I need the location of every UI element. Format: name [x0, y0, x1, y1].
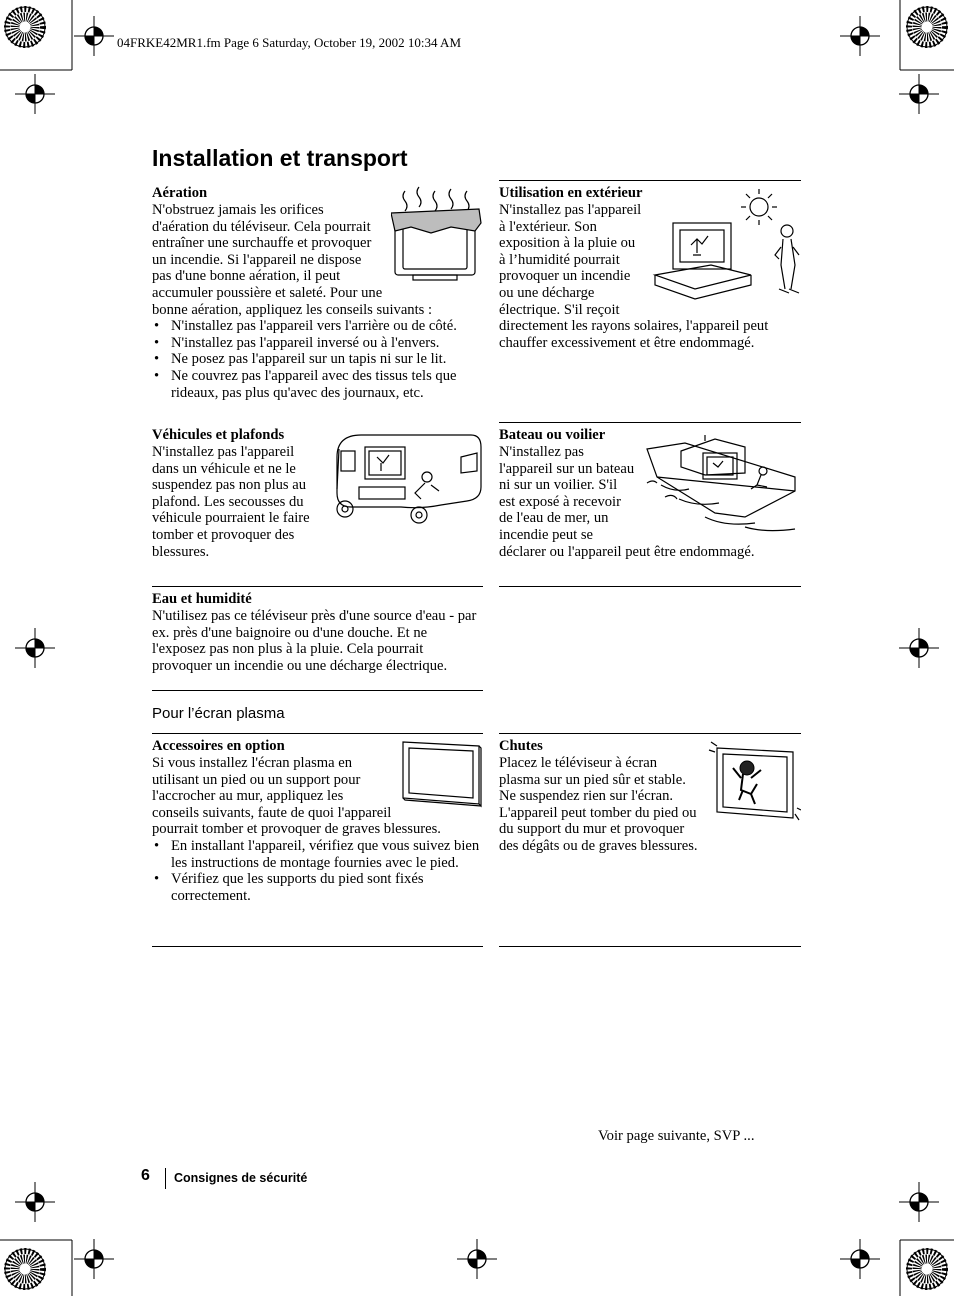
file-header: 04FRKE42MR1.fm Page 6 Saturday, October 19, 2002 10:34 AM — [117, 35, 461, 50]
rule-bottom-right — [499, 946, 801, 947]
rule-plasma-left — [152, 733, 483, 734]
boat-illustration — [645, 427, 801, 535]
list-item: • N'installez pas l'appareil inversé ou à l'envers. — [152, 335, 483, 352]
hanging-child-tv-illustration — [707, 738, 801, 824]
plasma-tv-illustration — [401, 738, 483, 810]
section-chutes — [499, 738, 801, 855]
next-page-note: Voir page suivante, SVP ... — [598, 1128, 755, 1144]
list-item: • Vérifiez que les supports du pied sont fixés correctement. — [152, 871, 483, 904]
rule-row1-right — [499, 422, 801, 423]
exterieur-body: N'installez pas l'appareil à l'extérieur. Son exposition à la pluie ou à l’humidité pourrait provoquer un incendie ou une décharge électrique. S'il reçoit directement les rayons solaires, l'appareil peut chauffer excessivement et être endommagé. — [499, 202, 769, 351]
list-item: • Ne couvrez pas l'appareil avec des tissus tels que rideaux, pas plus qu'avec des journaux, etc. — [152, 368, 483, 401]
list-item: • En installant l'appareil, vérifiez que vous suivez bien les instructions de montage fournies avec le pied. — [152, 838, 483, 871]
aeration-list — [152, 318, 483, 401]
page-number: 6 — [141, 1167, 150, 1184]
eau-title: Eau et humidité — [152, 591, 252, 607]
page-title: Installation et transport — [152, 145, 408, 171]
accessoires-body: Si vous installez l'écran plasma en utilisant un pied ou un support pour l'accrocher au mur, appliquez les conseils suivants, faute de quoi l'appareil pourrait tomber et provoquer de graves blessures. — [152, 755, 441, 838]
chutes-body: Placez le téléviseur à écran plasma sur un pied sûr et stable. Ne suspendez rien sur l'écran. L'appareil peut tomber du pied ou du support du mur et provoquer des dégâts ou de graves blessures. — [499, 755, 698, 854]
section-accessoires — [152, 738, 483, 904]
aeration-body: N'obstruez jamais les orifices d'aération du téléviseur. Cela pourrait entraîner une surchauffe et provoquer un incendie. Si l'appareil ne dispose pas d'une bonne aération, il peut accumuler poussière et saleté. Pour une bonne aération, appliquez les conseils suivants : — [152, 202, 433, 318]
rule-bottom-left — [152, 946, 483, 947]
section-exterieur — [499, 185, 801, 351]
accessoires-title: Accessoires en option — [152, 738, 285, 754]
chutes-title: Chutes — [499, 738, 543, 754]
outdoor-tv-illustration — [651, 185, 801, 303]
plasma-section-heading: Pour l’écran plasma — [152, 705, 285, 722]
rule-top-right — [499, 180, 801, 181]
bateau-body: N'installez pas l'appareil sur un bateau ni sur un voilier. S'il est exposé à recevoir de l'eau de mer, un incendie peut se déclarer ou l'appareil peut être endommagé. — [499, 444, 755, 560]
footer-section-name: Consignes de sécurité — [174, 1171, 308, 1185]
vehicules-title: Véhicules et plafonds — [152, 427, 285, 443]
accessoires-list — [152, 838, 483, 904]
rule-plasma-right — [499, 733, 801, 734]
list-item: • N'installez pas l'appareil vers l'arrière ou de côté. — [152, 318, 483, 335]
covered-tv-illustration — [391, 185, 483, 283]
camper-van-illustration — [331, 427, 483, 525]
section-eau — [152, 591, 483, 674]
section-bateau — [499, 427, 801, 560]
rule-row3-left — [152, 690, 483, 691]
section-vehicules — [152, 427, 483, 560]
section-aeration — [152, 185, 483, 401]
exterieur-title: Utilisation en extérieur — [499, 185, 643, 201]
rule-row2-right — [499, 586, 801, 587]
bateau-title: Bateau ou voilier — [499, 427, 606, 443]
footer-separator — [165, 1168, 166, 1189]
vehicules-body: N'installez pas l'appareil dans un véhicule et ne le suspendez pas non plus au plafond. Les secousses du véhicule pourraient le faire tomber et provoquer des blessures. — [152, 444, 310, 560]
aeration-title: Aération — [152, 185, 208, 201]
list-item: • Ne posez pas l'appareil sur un tapis ni sur le lit. — [152, 351, 483, 368]
rule-row2-left — [152, 586, 483, 587]
eau-body: N'utilisez pas ce téléviseur près d'une source d'eau - par ex. près d'une baignoire ou d'une douche. Et ne l'exposez pas non plus à la pluie. Cela pourrait provoquer un incendie ou une décharge électrique. — [152, 608, 477, 674]
